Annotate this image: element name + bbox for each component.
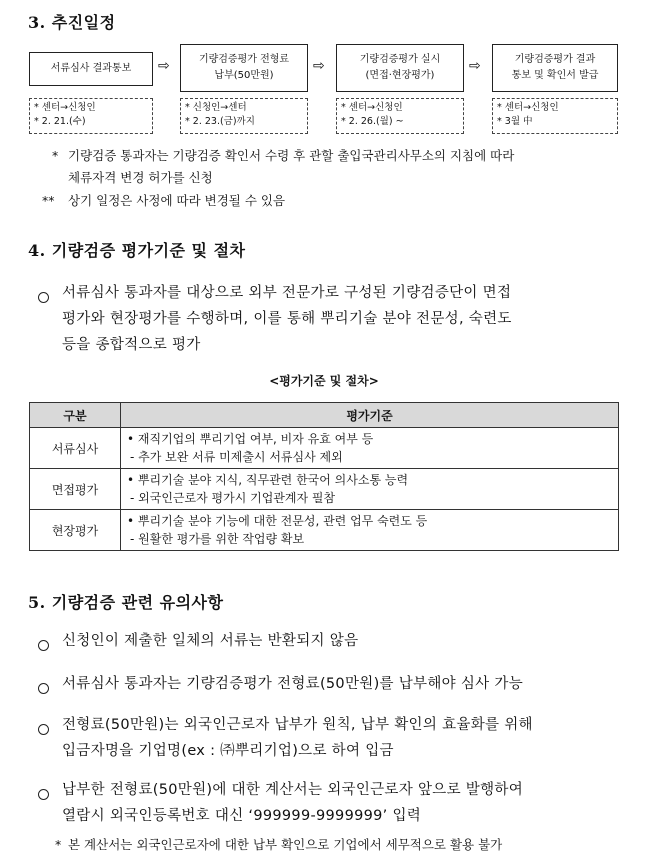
detail-4-line2: * 3월 中 (497, 116, 533, 127)
flow-step-3-line2: (면접·현장평가) (365, 70, 435, 81)
criteria-line1: 재직기업의 뿌리기업 여부, 비자 유효 여부 등 (137, 432, 374, 446)
note-1-line2: 체류자격 변경 허가를 신청 (68, 170, 213, 185)
arrow-right-icon: ⇨ (313, 58, 325, 74)
notice-item-4-line1: 납부한 전형료(50만원)에 대한 계산서는 외국인근로자 앞으로 발행하여 (62, 782, 524, 798)
section-4-para-line2: 평가와 현장평가를 수행하며, 이를 통해 뿌리기술 분야 전문성, 숙련도 (62, 311, 512, 327)
arrow-right-icon: ⇨ (469, 58, 481, 74)
criteria-line2: - 외국인근로자 평가시 기업관계자 필참 (130, 491, 336, 505)
notice-item-4-line2: 열람시 외국인등록번호 대신 ‘999999-9999999’ 입력 (62, 808, 422, 824)
detail-2-line2: * 2. 23.(금)까지 (185, 116, 255, 127)
note-1-line1: 기량검증 통과자는 기량검증 확인서 수령 후 관할 출입국관리사무소의 지침에 따라 (68, 148, 515, 163)
notice-item-3-line1: 전형료(50만원)는 외국인근로자 납부가 원칙, 납부 확인의 효율화를 위해 (62, 717, 533, 733)
circle-bullet-icon (38, 785, 49, 804)
row-category: 현장평가 (30, 510, 121, 551)
schedule-detail-1 (29, 98, 153, 134)
table-row (30, 469, 619, 510)
circle-bullet-icon (38, 288, 49, 307)
criteria-line2: - 원활한 평가를 위한 작업량 확보 (130, 532, 305, 546)
section-4-para-line1: 서류심사 통과자를 대상으로 외부 전문가로 구성된 기량검증단이 면접 (62, 285, 512, 301)
header-category: 구분 (30, 403, 121, 428)
table-row (30, 510, 619, 551)
notice-item-3-line2: 입금자명을 기업명(ex : ㈜뿌리기업)으로 하여 입금 (62, 743, 394, 759)
circle-bullet-icon (38, 720, 49, 739)
table-header-row (30, 403, 619, 428)
flow-step-2-line1: 기량검증평가 전형료 (198, 54, 290, 65)
note-1-mark: * (52, 148, 59, 163)
circle-bullet-icon (38, 636, 49, 655)
criteria-table (29, 402, 619, 551)
circle-bullet-icon (38, 679, 49, 698)
flow-step-4-line2: 통보 및 확인서 발급 (511, 70, 599, 81)
bullet-icon: • (127, 432, 138, 446)
bullet-icon: • (127, 514, 138, 528)
flow-step-1-label: 서류심사 결과통보 (50, 63, 132, 74)
section-4-para-line3: 등을 종합적으로 평가 (62, 337, 201, 353)
schedule-detail-4 (492, 98, 618, 134)
note-2-mark: ** (42, 193, 55, 208)
row-criteria (121, 428, 619, 469)
flow-step-4-line1: 기량검증평가 결과 (514, 54, 596, 65)
detail-3-line1: * 센터→신청인 (341, 102, 403, 113)
notice-item-2: 서류심사 통과자는 기량검증평가 전형료(50만원)를 납부해야 심사 가능 (62, 676, 524, 692)
criteria-line1: 뿌리기술 분야 지식, 직무관련 한국어 의사소통 능력 (137, 473, 409, 487)
section-4-title: 4. 기량검증 평가기준 및 절차 (28, 241, 246, 260)
table-caption: <평가기준 및 절차> (269, 374, 379, 388)
flow-step-2-line2: 납부(50만원) (214, 70, 274, 81)
row-category: 면접평가 (30, 469, 121, 510)
section-5-title: 5. 기량검증 관련 유의사항 (28, 593, 224, 612)
criteria-line1: 뿌리기술 분야 기능에 대한 전문성, 관련 업무 숙련도 등 (137, 514, 428, 528)
schedule-detail-3 (336, 98, 464, 134)
flow-step-3 (336, 44, 464, 92)
header-criteria: 평가기준 (121, 403, 619, 428)
detail-1-line2: * 2. 21.(수) (34, 116, 86, 127)
criteria-line2: - 추가 보완 서류 미제출시 서류심사 제외 (130, 450, 343, 464)
footnote-mark: * (55, 837, 62, 852)
flow-step-4 (492, 44, 618, 92)
flow-step-2 (180, 44, 308, 92)
table-row (30, 428, 619, 469)
detail-1-line1: * 센터→신청인 (34, 102, 96, 113)
schedule-detail-2 (180, 98, 308, 134)
footnote: 본 계산서는 외국인근로자에 대한 납부 확인으로 기업에서 세무적으로 활용 불가 (68, 837, 503, 852)
row-criteria (121, 510, 619, 551)
row-criteria (121, 469, 619, 510)
row-category: 서류심사 (30, 428, 121, 469)
bullet-icon: • (127, 473, 138, 487)
detail-2-line1: * 신청인→센터 (185, 102, 247, 113)
flow-step-1 (29, 52, 153, 86)
notice-item-1: 신청인이 제출한 일체의 서류는 반환되지 않음 (62, 633, 359, 649)
detail-3-line2: * 2. 26.(월) ~ (341, 116, 404, 127)
detail-4-line1: * 센터→신청인 (497, 102, 559, 113)
note-2: 상기 일정은 사정에 따라 변경될 수 있음 (68, 193, 286, 208)
flow-step-3-line1: 기량검증평가 실시 (359, 54, 441, 65)
section-3-title: 3. 추진일정 (28, 13, 116, 32)
arrow-right-icon: ⇨ (158, 58, 170, 74)
